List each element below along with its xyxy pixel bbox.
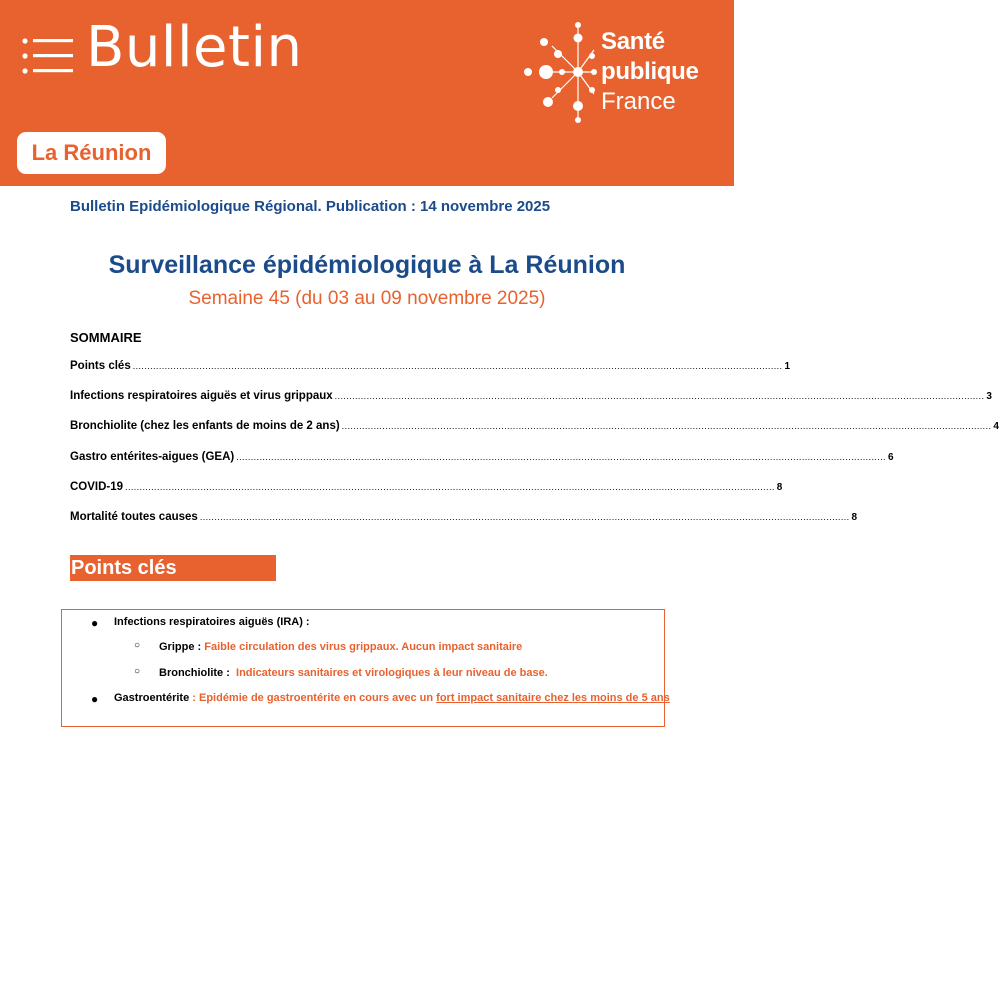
list-menu-icon	[22, 36, 74, 76]
toc-entry-label: Bronchiolite (chez les enfants de moins de 2 ans)	[70, 420, 340, 433]
ira-label: Infections respiratoires aiguës (IRA) :	[114, 616, 310, 628]
table-of-contents	[70, 360, 999, 541]
bronchiolite-label: Bronchiolite	[159, 667, 224, 679]
toc-leader: ................................................................................................................................................................................................................................	[132, 361, 783, 371]
gastro-label: Gastroentérite	[114, 692, 190, 704]
gastro-text: Epidémie de gastroentérite en cours avec un	[198, 692, 437, 704]
toc-entry[interactable]	[70, 360, 790, 390]
toc-entry[interactable]	[70, 450, 894, 481]
bulletin-title: Bulletin	[86, 15, 303, 80]
circle-bullet-icon: ○	[134, 666, 141, 677]
toc-entry[interactable]	[70, 480, 783, 511]
toc-entry-page: 8	[851, 511, 858, 523]
toc-leader: ................................................................................................................................................................................................................................	[125, 481, 775, 492]
logo-text-line1: Santé	[601, 28, 665, 55]
toc-entry-label: Gastro entérites-aigues (GEA)	[70, 450, 235, 463]
toc-entry-label: Mortalité toutes causes	[70, 510, 198, 523]
toc-leader: ................................................................................................................................................................................................................................	[341, 421, 992, 432]
key-point-grippe	[159, 641, 522, 653]
logo-text-line2: publique	[601, 58, 699, 85]
key-points-box	[61, 609, 670, 727]
gastro-highlight: fort impact sanitaire chez les moins de 5 ans	[436, 692, 670, 704]
toc-leader: ................................................................................................................................................................................................................................	[199, 511, 850, 522]
key-point-bronchiolite	[159, 667, 548, 679]
toc-entry[interactable]	[70, 420, 999, 450]
main-title: Surveillance épidémiologique à La Réunion	[108, 251, 626, 279]
key-point-gastro	[114, 692, 670, 704]
circle-bullet-icon: ○	[134, 640, 141, 651]
toc-entry-page: 1	[784, 361, 790, 372]
toc-entry-page: 8	[776, 481, 783, 493]
sante-publique-france-logo	[601, 30, 699, 118]
toc-entry[interactable]	[70, 390, 992, 420]
header-banner	[0, 0, 734, 186]
sommaire-heading: SOMMAIRE	[70, 330, 142, 345]
bronchiolite-text: Indicateurs sanitaires et virologiques à leur niveau de base.	[236, 667, 548, 679]
toc-entry-page: 4	[993, 421, 999, 433]
publication-line: Bulletin Epidémiologique Régional. Publication : 14 novembre 2025	[70, 198, 551, 215]
toc-entry-page: 3	[986, 391, 992, 403]
toc-entry-label: COVID-19	[70, 480, 124, 493]
toc-leader: ................................................................................................................................................................................................................................	[334, 391, 985, 402]
grippe-separator: :	[194, 641, 205, 653]
bullet-icon: ●	[91, 692, 99, 706]
toc-entry[interactable]	[70, 510, 858, 541]
week-subtitle: Semaine 45 (du 03 au 09 novembre 2025)	[188, 288, 546, 309]
grippe-text: Faible circulation des virus grippaux. Aucun impact sanitaire	[204, 641, 523, 653]
toc-entry-label: Points clés	[70, 360, 131, 372]
toc-entry-label: Infections respiratoires aiguës et virus grippaux	[70, 390, 333, 403]
sante-publique-logo-icon	[522, 20, 598, 126]
key-points-heading: Points clés	[70, 555, 276, 581]
region-badge: La Réunion	[17, 132, 166, 174]
gastro-separator: :	[189, 692, 199, 704]
logo-text-line3: France	[601, 88, 676, 115]
grippe-label: Grippe	[159, 641, 195, 653]
key-point-ira	[114, 616, 310, 628]
bullet-icon: ●	[91, 616, 99, 630]
bronchiolite-separator: :	[223, 667, 237, 679]
toc-leader: ................................................................................................................................................................................................................................	[236, 451, 886, 462]
toc-entry-page: 6	[887, 451, 894, 463]
